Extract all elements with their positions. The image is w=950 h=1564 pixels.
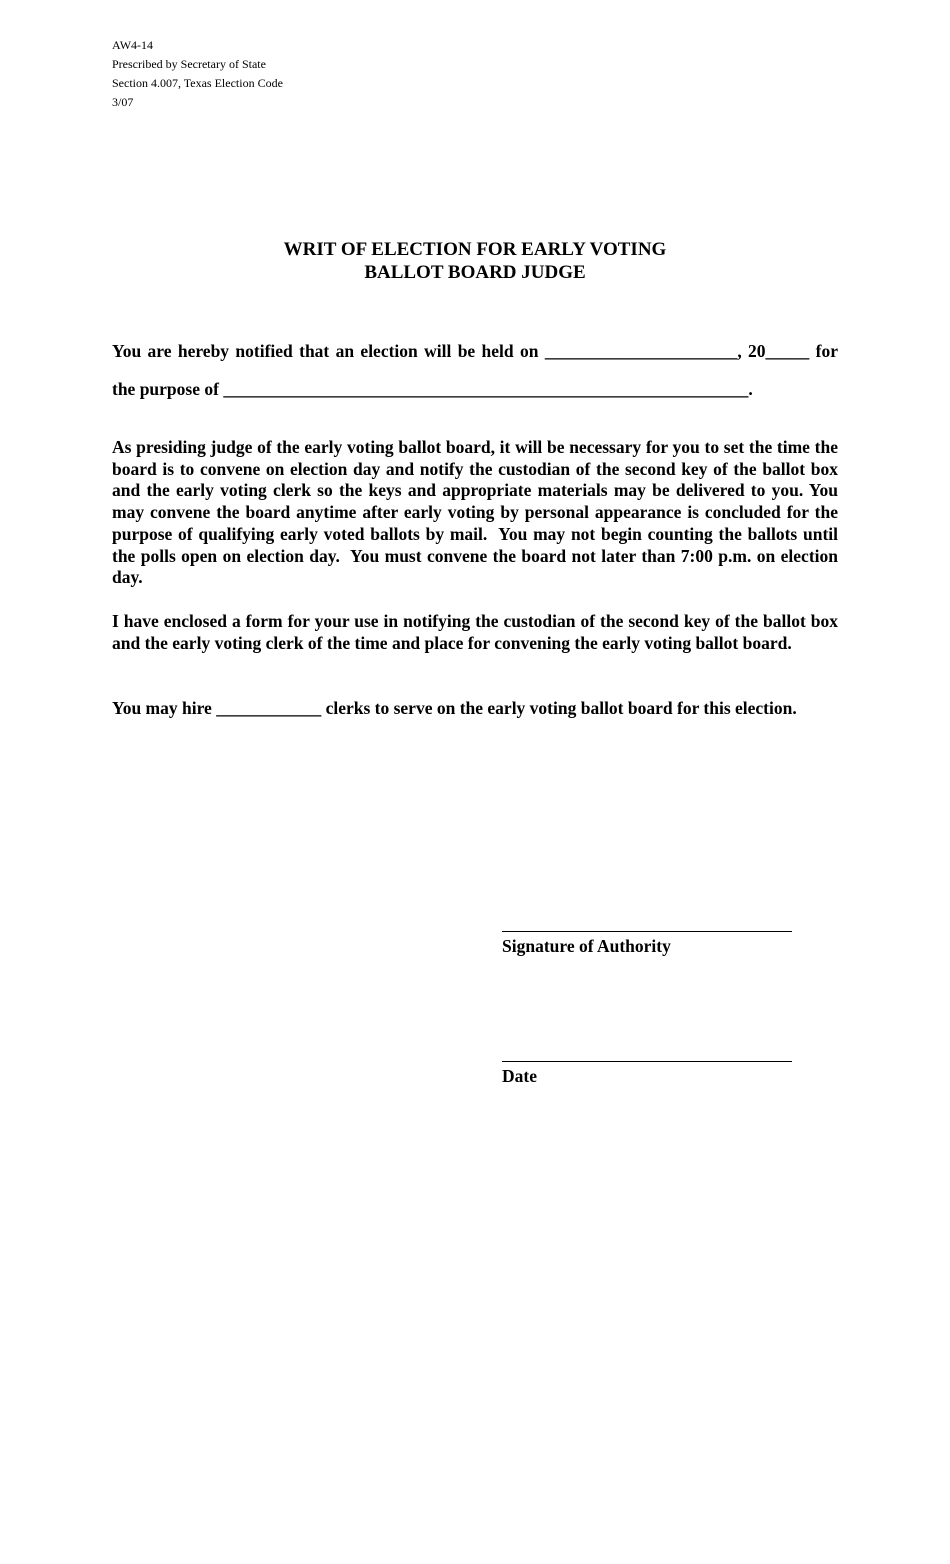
- code-section: Section 4.007, Texas Election Code: [112, 76, 283, 90]
- revision-date: 3/07: [112, 95, 134, 109]
- enclosed-form-paragraph: I have enclosed a form for your use in notifying the custodian of the second key of the ballot box and the early voting clerk of the time and place for convening the early voting ballot board.: [112, 611, 838, 653]
- title-line-1: WRIT OF ELECTION FOR EARLY VOTING: [283, 239, 667, 260]
- election-date-line: You are hereby notified that an election will be held on ______________________, 20_____ for: [112, 341, 838, 361]
- purpose-line: the purpose of ____________________________________________________________.: [112, 379, 753, 399]
- date-label: Date: [502, 1066, 537, 1086]
- signature-line: [502, 931, 792, 932]
- prescribed-by: Prescribed by Secretary of State: [112, 57, 266, 71]
- form-header: [112, 36, 283, 112]
- signature-of-authority-label: Signature of Authority: [502, 936, 671, 956]
- hire-clerks-paragraph: You may hire ____________ clerks to serve on the early voting ballot board for this election.: [112, 698, 797, 718]
- presiding-judge-paragraph: As presiding judge of the early voting ballot board, it will be necessary for you to set the time the board is to convene on election day and notify the custodian of the second key of the ballot box and the early voting clerk so the keys and appropriate materials may be delivered to you. You may convene the board anytime after early voting by personal appearance is concluded for the purpose of qualifying early voted ballots by mail. You may not begin counting the ballots until the polls open on election day. You must convene the board not later than 7:00 p.m. on election day.: [112, 437, 838, 588]
- date-line: [502, 1061, 792, 1062]
- title-line-2: BALLOT BOARD JUDGE: [364, 262, 586, 283]
- document-title: [0, 238, 950, 284]
- form-number: AW4-14: [112, 38, 154, 52]
